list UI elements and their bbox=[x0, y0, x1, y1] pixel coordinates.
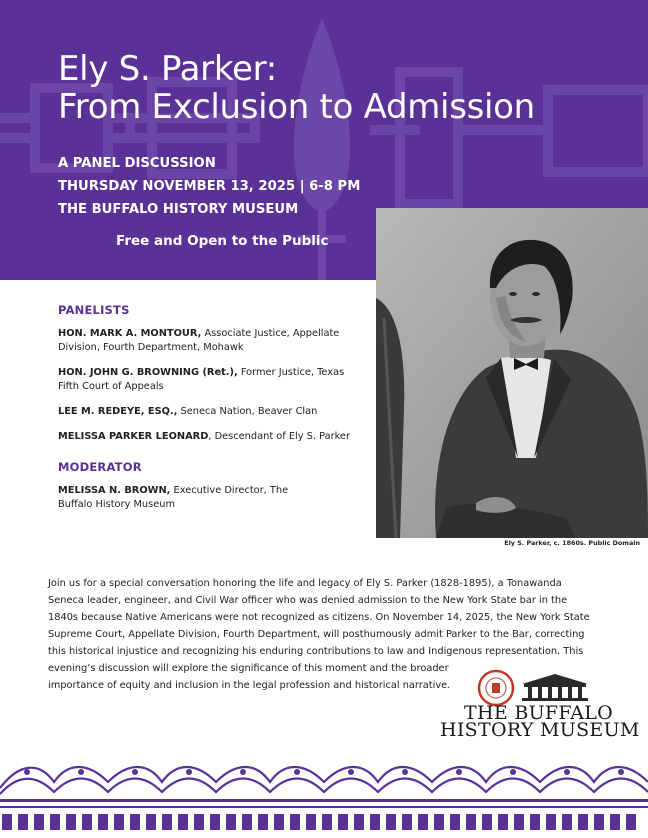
event-type: A PANEL DISCUSSION bbox=[58, 156, 216, 171]
description-line: evening’s discussion will explore the significance of this moment and the broader bbox=[48, 663, 449, 674]
moderator-name: MELISSA N. BROWN, bbox=[58, 485, 171, 496]
panelist-redeye bbox=[58, 405, 358, 419]
description-line: 1840s because Native Americans were not recognized as citizens. On November 14, 2025, the New York State bbox=[48, 612, 590, 623]
panelist-desc-line1: Associate Justice, Appellate bbox=[201, 328, 340, 339]
beadwork-border-pattern-icon bbox=[0, 752, 648, 838]
description-line: this historical injustice and recognizing his enduring contributions to law and Indigenous representation. This bbox=[48, 646, 584, 657]
description-line: Join us for a special conversation honoring the life and legacy of Ely S. Parker (1828-1895), a Tonawanda bbox=[48, 578, 562, 589]
description-line: Seneca leader, engineer, and Civil War officer who was denied admission to the New York State bar in the bbox=[48, 595, 568, 606]
panelist-desc-line1: , Descendant of Ely S. Parker bbox=[208, 431, 350, 442]
logo-text-line1: THE BUFFALO bbox=[464, 702, 614, 724]
event-date: THURSDAY NOVEMBER 13, 2025 | 6-8 PM bbox=[58, 179, 361, 194]
panelist-name: MELISSA PARKER LEONARD bbox=[58, 431, 209, 442]
event-venue: THE BUFFALO HISTORY MUSEUM bbox=[58, 202, 299, 217]
panelist-desc-line2: Fifth Court of Appeals bbox=[58, 381, 164, 392]
moderator-desc-line1: Executive Director, The bbox=[170, 485, 289, 496]
title-line-2: From Exclusion to Admission bbox=[58, 87, 535, 127]
panelist-montour bbox=[58, 327, 358, 355]
photo-caption: Ely S. Parker, c. 1860s. Public Domain bbox=[504, 539, 640, 547]
page-title bbox=[58, 50, 535, 126]
panelist-desc-line1: Seneca Nation, Beaver Clan bbox=[177, 406, 318, 417]
panelist-name: LEE M. REDEYE, ESQ., bbox=[58, 406, 178, 417]
free-admission-note: Free and Open to the Public bbox=[116, 233, 329, 249]
panelists-heading: PANELISTS bbox=[58, 303, 130, 317]
moderator-heading: MODERATOR bbox=[58, 460, 142, 474]
portrait-illustration bbox=[376, 208, 648, 538]
panelist-desc-line1: Former Justice, Texas bbox=[237, 367, 345, 378]
ely-parker-portrait bbox=[376, 208, 648, 538]
panelist-desc-line2: Division, Fourth Department, Mohawk bbox=[58, 342, 244, 353]
description-line: importance of equity and inclusion in the legal profession and historical narrative. bbox=[48, 680, 451, 691]
title-line-1: Ely S. Parker: bbox=[58, 49, 277, 89]
description-line: Supreme Court, Appellate Division, Fourth Department, will posthumously admit Parker to the Bar, correcting bbox=[48, 629, 585, 640]
panelist-name: HON. MARK A. MONTOUR, bbox=[58, 328, 202, 339]
logo-text-line2: HISTORY MUSEUM bbox=[440, 719, 640, 741]
moderator-brown bbox=[58, 484, 358, 512]
museum-building-icon bbox=[520, 672, 590, 702]
moderator-desc-line2: Buffalo History Museum bbox=[58, 499, 176, 510]
buffalo-history-museum-logo bbox=[440, 668, 640, 746]
panelist-leonard bbox=[58, 430, 358, 444]
panelist-browning bbox=[58, 366, 358, 394]
panelist-name: HON. JOHN G. BROWNING (Ret.), bbox=[58, 367, 238, 378]
event-details bbox=[58, 152, 360, 221]
